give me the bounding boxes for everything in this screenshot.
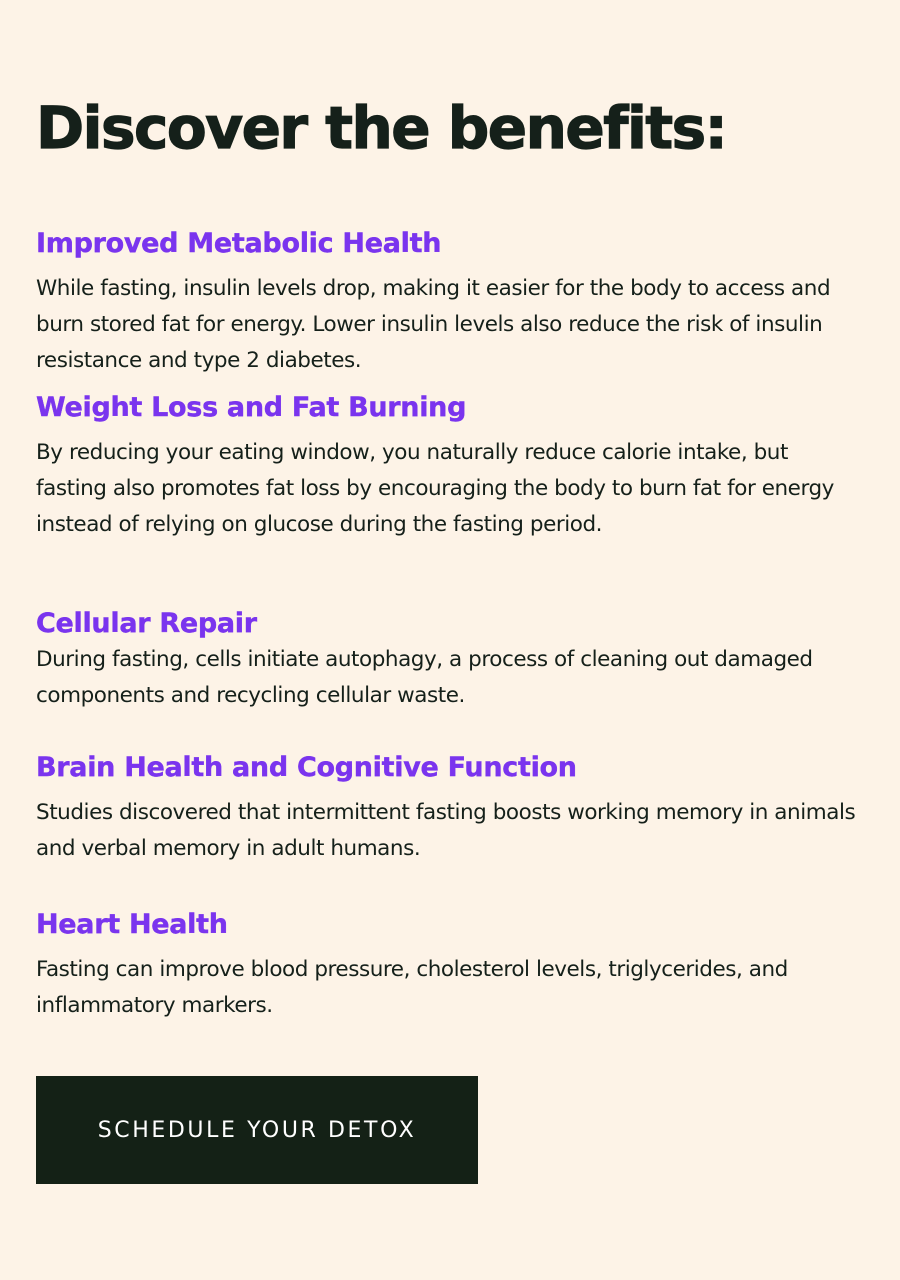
benefit-heading: Brain Health and Cognitive Function: [36, 752, 577, 783]
schedule-detox-button-label: SCHEDULE YOUR DETOX: [97, 1117, 417, 1143]
benefit-description: By reducing your eating window, you naturally reduce calorie intake, but fasting also promotes fat loss by encouraging the body to burn fat for energy instead of relying on glucose during the fasting period.: [36, 440, 834, 537]
benefit-heading: Weight Loss and Fat Burning: [36, 392, 467, 423]
benefit-heading: Cellular Repair: [36, 608, 257, 639]
benefit-heading: Improved Metabolic Health: [36, 228, 442, 259]
benefit-brain-health: [36, 750, 856, 867]
benefit-description: During fasting, cells initiate autophagy, a process of cleaning out damaged components and recycling cellular waste.: [36, 647, 813, 708]
benefit-description: Fasting can improve blood pressure, cholesterol levels, triglycerides, and inflammatory markers.: [36, 957, 788, 1018]
benefit-weight-loss: [36, 390, 856, 543]
benefit-heart-health: [36, 907, 856, 1024]
page-title: Discover the benefits:: [36, 94, 727, 162]
benefit-description: While fasting, insulin levels drop, making it easier for the body to access and burn stored fat for energy. Lower insulin levels also reduce the risk of insulin resistance and type 2 diabetes.: [36, 276, 831, 373]
benefit-cellular-repair: [36, 606, 856, 714]
benefit-metabolic-health: [36, 226, 856, 379]
benefit-description: Studies discovered that intermittent fasting boosts working memory in animals and verbal memory in adult humans.: [36, 800, 856, 861]
benefit-heading: Heart Health: [36, 909, 228, 940]
schedule-detox-button[interactable]: [36, 1076, 478, 1184]
